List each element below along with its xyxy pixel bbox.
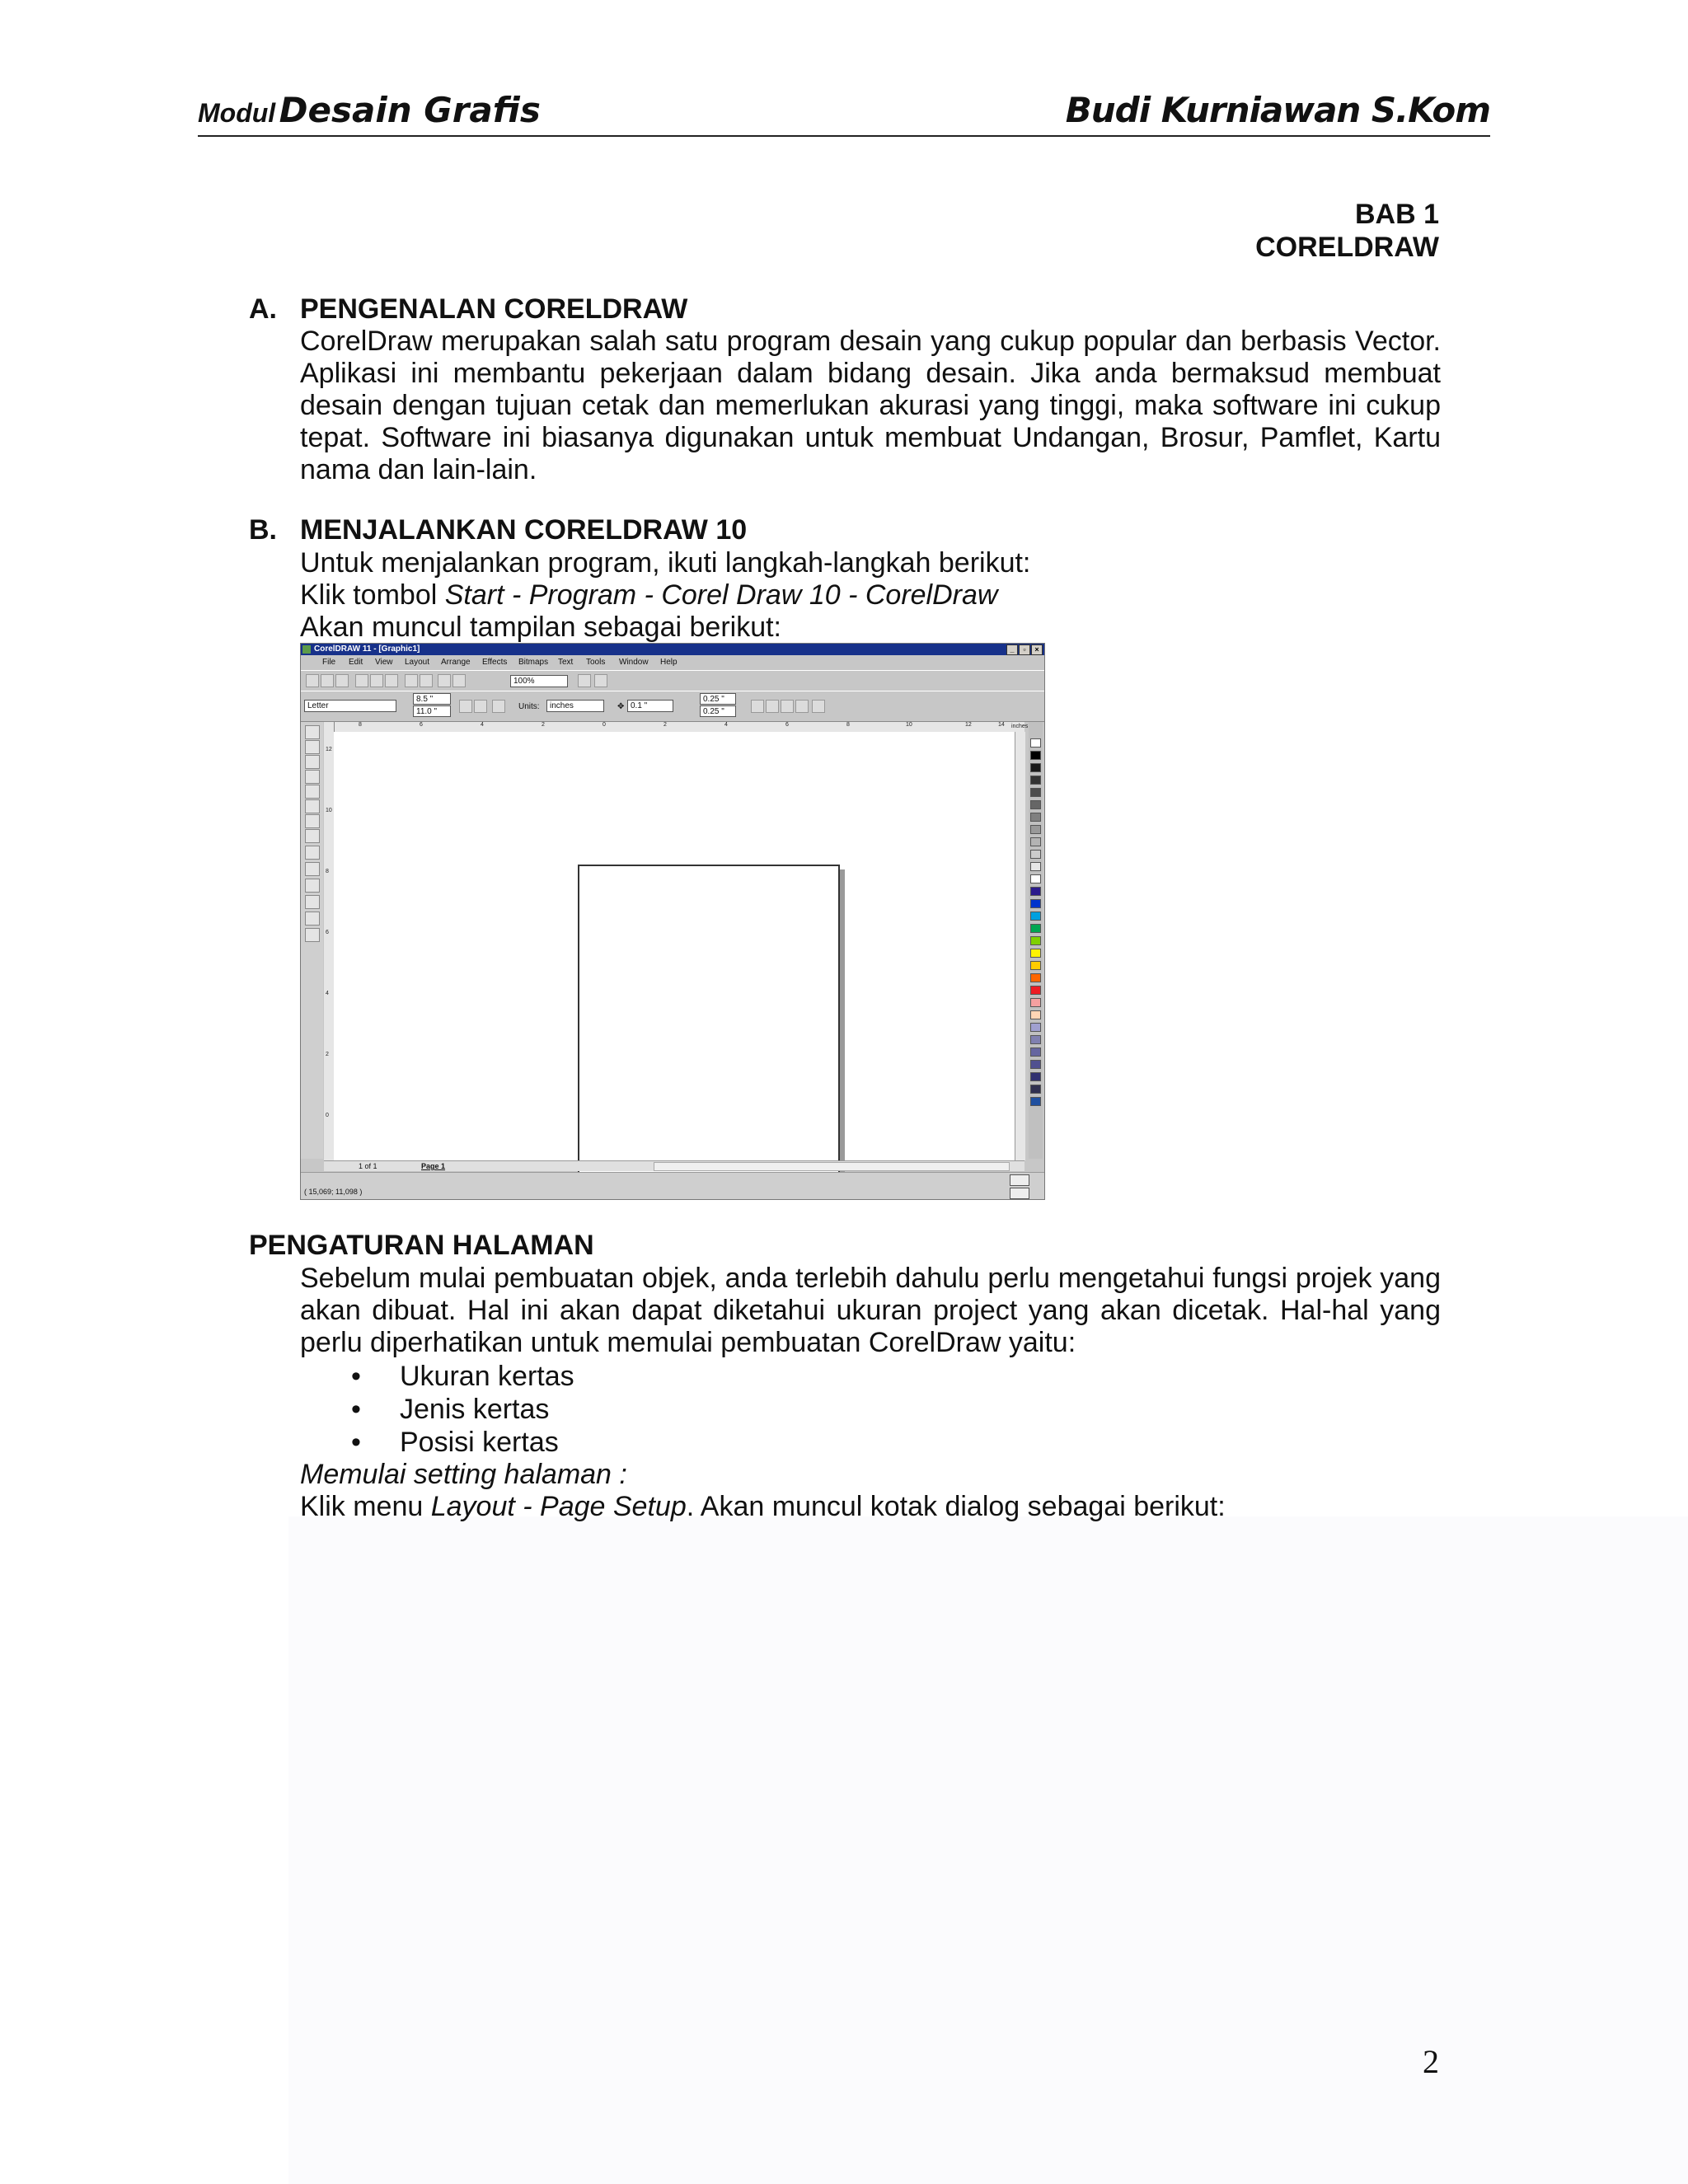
snap-grid-icon[interactable] — [751, 700, 764, 713]
list-item — [300, 1360, 574, 1393]
page-background — [288, 1516, 1688, 2184]
menu-arrange[interactable]: Arrange — [441, 658, 471, 667]
coreldraw-screenshot — [300, 643, 1045, 1200]
landscape-icon[interactable] — [474, 700, 487, 713]
ruler-tick: 12 — [965, 722, 972, 728]
module-title — [198, 90, 541, 130]
palette-swatch[interactable] — [1030, 738, 1041, 748]
palette-swatch[interactable] — [1030, 1060, 1041, 1069]
palette-swatch[interactable] — [1030, 800, 1041, 809]
nudge-offset-input[interactable]: 0.1 " — [627, 700, 673, 712]
application-launcher-icon[interactable] — [578, 674, 591, 687]
section-a-number: A. — [249, 293, 277, 325]
window-controls — [1006, 644, 1043, 655]
ruler-tick: 8 — [846, 722, 850, 728]
palette-swatch[interactable] — [1030, 850, 1041, 859]
palette-swatch[interactable] — [1030, 936, 1041, 945]
outline-tool-icon[interactable] — [305, 895, 320, 909]
app-title: CorelDRAW 11 - [Graphic1] — [314, 644, 420, 654]
copy-icon[interactable] — [370, 674, 383, 687]
ruler-tick: 4 — [326, 991, 329, 996]
horizontal-scrollbar[interactable] — [654, 1162, 1010, 1171]
section-b-line1: Untuk menjalankan program, ikuti langkah-langkah berikut: — [300, 547, 1031, 579]
page-paper[interactable] — [578, 865, 840, 1200]
paste-icon[interactable] — [385, 674, 398, 687]
corel-online-icon[interactable] — [594, 674, 607, 687]
snap-objects-icon[interactable] — [781, 700, 794, 713]
open-icon[interactable] — [321, 674, 334, 687]
bullet-icon: • — [351, 1361, 361, 1392]
freehand-tool-icon[interactable] — [305, 770, 320, 784]
palette-swatch[interactable] — [1030, 998, 1041, 1007]
export-icon[interactable] — [452, 674, 466, 687]
undo-icon[interactable] — [405, 674, 418, 687]
section-b-line2-path: Start - Program - Corel Draw 10 - CorelDraw — [444, 579, 998, 611]
palette-swatch[interactable] — [1030, 837, 1041, 846]
redo-icon[interactable] — [420, 674, 433, 687]
ruler-tick: 8 — [326, 869, 329, 874]
app-titlebar — [301, 644, 1044, 655]
dynamic-guides-icon[interactable] — [795, 700, 809, 713]
section-c-heading: PENGATURAN HALAMAN — [249, 1230, 594, 1261]
polygon-tool-icon[interactable] — [305, 814, 320, 828]
vertical-scrollbar[interactable] — [1015, 732, 1025, 1160]
status-bar — [301, 1172, 1044, 1200]
ruler-tick: 6 — [420, 722, 423, 728]
instruction-suffix: . Akan muncul kotak dialog sebagai berikut: — [686, 1491, 1226, 1522]
pick-tool-icon[interactable] — [305, 725, 320, 739]
ruler-tick: 6 — [785, 722, 789, 728]
list-item — [300, 1426, 574, 1459]
ellipse-tool-icon[interactable] — [305, 799, 320, 813]
menu-bar — [301, 656, 1044, 669]
section-b-line3: Akan muncul tampilan sebagai berikut: — [300, 612, 781, 643]
ruler-tick: 8 — [359, 722, 362, 728]
palette-swatch[interactable] — [1030, 874, 1041, 883]
page-number: 2 — [1423, 2043, 1439, 2080]
menu-bitmaps[interactable]: Bitmaps — [518, 658, 549, 667]
portrait-icon[interactable] — [459, 700, 472, 713]
ruler-tick: 0 — [326, 1113, 329, 1118]
section-a-paragraph: CorelDraw merupakan salah satu program desain yang cukup popular dan berbasis Vector. Aplikasi ini membantu pekerjaan dalam bidang desain. Jika anda bermaksud membuat desain dengan tujuan cetak dan memerlukan akurasi yang tinggi, maka software ini cukup tepat. Software ini biasanya digunakan untuk membuat Undangan, Brosur, Pamflet, Kartu nama dan lain-lain. — [300, 326, 1441, 485]
author-name: Budi Kurniawan S.Kom — [1065, 90, 1490, 130]
palette-swatch[interactable] — [1030, 1010, 1041, 1019]
ruler-tick: 12 — [326, 747, 332, 752]
palette-swatch[interactable] — [1030, 887, 1041, 896]
shape-tool-icon[interactable] — [305, 740, 320, 754]
paper-height-input[interactable]: 11.0 " — [413, 705, 451, 717]
menu-edit[interactable]: Edit — [349, 658, 363, 667]
restore-button[interactable]: ▫ — [1019, 644, 1030, 655]
import-icon[interactable] — [438, 674, 451, 687]
section-b-body — [300, 547, 1441, 644]
section-b-line2 — [300, 579, 1441, 612]
ruler-tick: 10 — [326, 808, 332, 813]
fill-indicator-icon[interactable] — [1010, 1174, 1029, 1186]
paper-width-input[interactable]: 8.5 " — [413, 693, 451, 705]
module-name: Desain Grafis — [279, 90, 541, 130]
ruler-tick: 0 — [603, 722, 606, 728]
ruler-tick: 4 — [724, 722, 728, 728]
section-b-line2-prefix: Klik tombol — [300, 579, 445, 611]
chapter-title: CORELDRAW — [1255, 232, 1439, 263]
chapter-heading — [1255, 198, 1439, 264]
section-a-title: PENGENALAN CORELDRAW — [300, 293, 688, 325]
palette-swatch[interactable] — [1030, 788, 1041, 797]
duplicate-x-input[interactable]: 0.25 " — [700, 693, 736, 705]
nudge-icon: ✥ — [617, 702, 625, 711]
section-a-heading — [249, 293, 687, 326]
list-item-text: Posisi kertas — [400, 1427, 559, 1458]
ruler-tick: 4 — [481, 722, 484, 728]
palette-swatch[interactable] — [1030, 912, 1041, 921]
zoom-tool-icon[interactable] — [305, 755, 320, 769]
menu-help[interactable]: Help — [660, 658, 678, 667]
menu-text[interactable]: Text — [558, 658, 574, 667]
list-item — [300, 1393, 574, 1426]
palette-swatch[interactable] — [1030, 973, 1041, 982]
palette-swatch[interactable] — [1030, 1047, 1041, 1057]
duplicate-y-input[interactable]: 0.25 " — [700, 705, 736, 717]
bullet-icon: • — [351, 1427, 361, 1458]
zoom-select[interactable]: 100% — [510, 675, 568, 687]
ruler-tick: 10 — [906, 722, 912, 728]
minimize-button[interactable]: _ — [1006, 644, 1018, 655]
section-c-paragraph: Sebelum mulai pembuatan objek, anda terlebih dahulu perlu mengetahui fungsi projek yang akan dibuat. Hal ini akan dapat diketahui ukuran project yang akan dicetak. Hal-hal yang perlu diperhatikan untuk memulai pembuatan CorelDraw yaitu: — [300, 1263, 1441, 1358]
toolbox — [301, 722, 323, 1159]
palette-swatch[interactable] — [1030, 986, 1041, 995]
section-b-number: B. — [249, 514, 277, 546]
instruction-menu-path: Layout - Page Setup — [430, 1491, 687, 1522]
page-count: 1 of 1 — [359, 1162, 377, 1170]
palette-swatch[interactable] — [1030, 961, 1041, 970]
cut-icon[interactable] — [355, 674, 368, 687]
coreldraw-app-icon — [302, 645, 311, 654]
property-bar — [301, 691, 1044, 722]
rectangle-tool-icon[interactable] — [305, 785, 320, 799]
chapter-number: BAB 1 — [1354, 199, 1439, 230]
instruction-prefix: Klik menu — [300, 1491, 431, 1522]
snap-guides-icon[interactable] — [766, 700, 779, 713]
ruler-unit-label: inches — [1011, 724, 1029, 729]
palette-swatch[interactable] — [1030, 924, 1041, 933]
options-icon[interactable] — [812, 700, 825, 713]
color-palette — [1029, 722, 1043, 1159]
palette-swatch[interactable] — [1030, 776, 1041, 785]
interactive-blend-tool-icon[interactable] — [305, 862, 320, 876]
basic-shapes-tool-icon[interactable] — [305, 829, 320, 843]
palette-swatch[interactable] — [1030, 825, 1041, 834]
palette-swatch[interactable] — [1030, 899, 1041, 908]
palette-swatch[interactable] — [1030, 813, 1041, 822]
page-tab[interactable]: Page 1 — [421, 1162, 446, 1170]
units-select[interactable]: inches — [546, 700, 604, 712]
palette-swatch[interactable] — [1030, 949, 1041, 958]
menu-tools[interactable]: Tools — [586, 658, 606, 667]
bullet-icon: • — [351, 1394, 361, 1425]
text-tool-icon[interactable] — [305, 846, 320, 860]
drawing-canvas[interactable] — [334, 732, 1025, 1160]
standard-toolbar — [301, 670, 1044, 691]
page-header — [198, 92, 1490, 137]
list-item-text: Jenis kertas — [400, 1394, 550, 1425]
palette-swatch[interactable] — [1030, 763, 1041, 772]
section-b-title: MENJALANKAN CORELDRAW 10 — [300, 514, 748, 546]
ruler-tick: 2 — [542, 722, 545, 728]
page-setup-subheading: Memulai setting halaman : — [300, 1459, 627, 1490]
menu-layout[interactable]: Layout — [405, 658, 430, 667]
interactive-fill-tool-icon[interactable] — [305, 928, 320, 942]
ruler-tick: 2 — [663, 722, 667, 728]
menu-view[interactable]: View — [375, 658, 393, 667]
menu-effects[interactable]: Effects — [482, 658, 508, 667]
module-label: Modul — [198, 98, 276, 128]
units-label: Units: — [518, 702, 540, 711]
new-icon[interactable] — [306, 674, 319, 687]
page-setup-instruction — [300, 1491, 1441, 1523]
palette-swatch[interactable] — [1030, 1072, 1041, 1081]
palette-swatch[interactable] — [1030, 1085, 1041, 1094]
section-b-heading — [249, 514, 747, 546]
list-item-text: Ukuran kertas — [400, 1361, 574, 1392]
section-c-tail — [300, 1459, 1441, 1523]
close-button[interactable]: × — [1031, 644, 1043, 655]
palette-swatch[interactable] — [1030, 751, 1041, 760]
eyedropper-tool-icon[interactable] — [305, 879, 320, 893]
bullet-list — [300, 1360, 574, 1459]
palette-swatch[interactable] — [1030, 1035, 1041, 1044]
menu-window[interactable]: Window — [619, 658, 649, 667]
ruler-tick: 2 — [326, 1052, 329, 1057]
all-pages-icon[interactable] — [492, 700, 505, 713]
ruler-tick: 14 — [998, 722, 1005, 728]
palette-swatch[interactable] — [1030, 862, 1041, 871]
menu-file[interactable]: File — [322, 658, 336, 667]
paper-size-select[interactable]: Letter — [304, 700, 396, 712]
fill-tool-icon[interactable] — [305, 912, 320, 926]
outline-indicator-icon[interactable] — [1010, 1188, 1029, 1199]
palette-swatch[interactable] — [1030, 1023, 1041, 1032]
palette-swatch[interactable] — [1030, 1097, 1041, 1106]
ruler-tick: 6 — [326, 930, 329, 935]
save-icon[interactable] — [335, 674, 349, 687]
page-navigator — [324, 1160, 1025, 1171]
cursor-coordinates: ( 15,069; 11,098 ) — [304, 1188, 363, 1196]
